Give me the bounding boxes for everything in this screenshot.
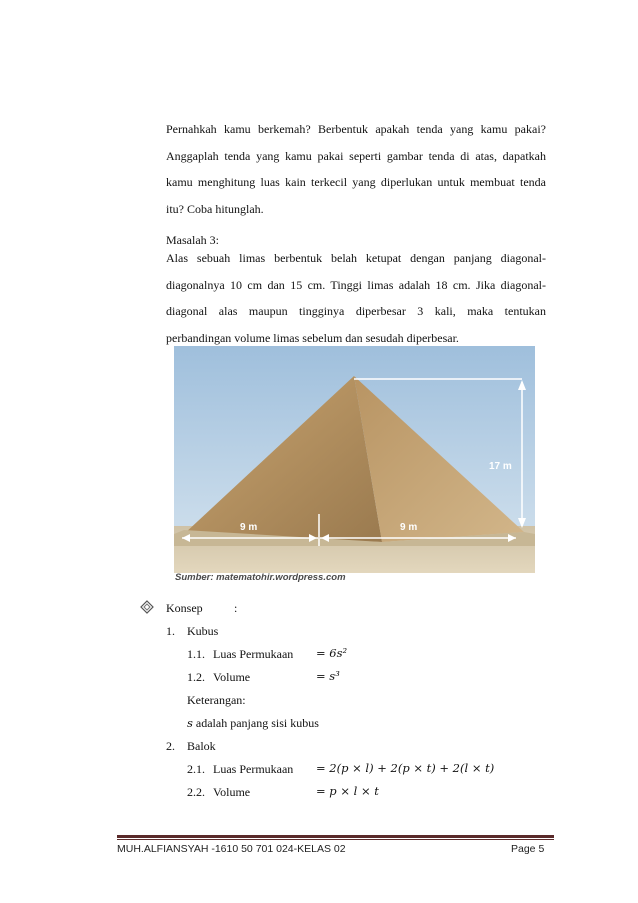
kubus-sub1-label: Luas Permukaan [213,647,294,661]
footer-rule-thin [117,839,554,840]
footer-page: Page 5 [511,843,545,855]
balok-sub1-num: 2.1. [187,762,205,776]
kubus-keterangan-label: Keterangan: [187,693,246,707]
kubus-volume-formula: = s³ [316,669,340,683]
kubus-sub1-num: 1.1. [187,647,205,661]
height-label: 17 m [489,461,512,472]
kubus-luas-formula: = 6s² [316,646,348,660]
item-balok-name: Balok [187,739,216,753]
pyramid-photo [174,346,535,573]
balok-sub2-label: Volume [213,785,251,799]
footer-rule-thick [117,835,554,838]
item-kubus-name: Kubus [187,624,219,638]
item-kubus-num: 1. [166,624,175,638]
footer-author: MUH.ALFIANSYAH -1610 50 701 024-KELAS 02 [117,843,346,855]
kubus-sub2-label: Volume [213,670,251,684]
item-balok-num: 2. [166,739,175,753]
masalah-paragraph [166,245,546,351]
balok-volume-formula: = p × l × t [316,784,379,798]
kubus-sub2-num: 1.2. [187,670,205,684]
kubus-keterangan: s adalah panjang sisi kubus [187,716,319,730]
base-right-label: 9 m [400,522,418,533]
intro-text: Pernahkah kamu berkemah? Berbentuk apakah tenda yang kamu pakai? Anggaplah tenda yang kamu pakai seperti gambar tenda di atas, dapatkah kamu menghitung luas kain terkecil yang diperlukan untuk membuat tenda itu? Coba hitunglah. [166,122,546,216]
diamond-bullet-icon [140,600,154,614]
intro-paragraph [166,116,546,222]
base-left-label: 9 m [240,522,258,533]
figure-caption: Sumber: matematohir.wordpress.com [175,572,346,583]
konsep-label: Konsep [166,601,203,615]
masalah-text: Alas sebuah limas berbentuk belah ketupat dengan panjang diagonal-diagonalnya 10 cm dan 15 cm. Tinggi limas adalah 18 cm. Jika diagonal-diagonal alas maupun tingginya diperbesar 3 kali, maka tentukan perbandingan volume limas sebelum dan sesudah diperbesar. [166,251,546,345]
masalah-title: Masalah 3: [166,233,219,247]
balok-sub2-num: 2.2. [187,785,205,799]
konsep-colon: : [234,601,238,615]
balok-luas-formula: = 2(p × l) + 2(p × t) + 2(l × t) [316,761,495,775]
balok-sub1-label: Luas Permukaan [213,762,294,776]
